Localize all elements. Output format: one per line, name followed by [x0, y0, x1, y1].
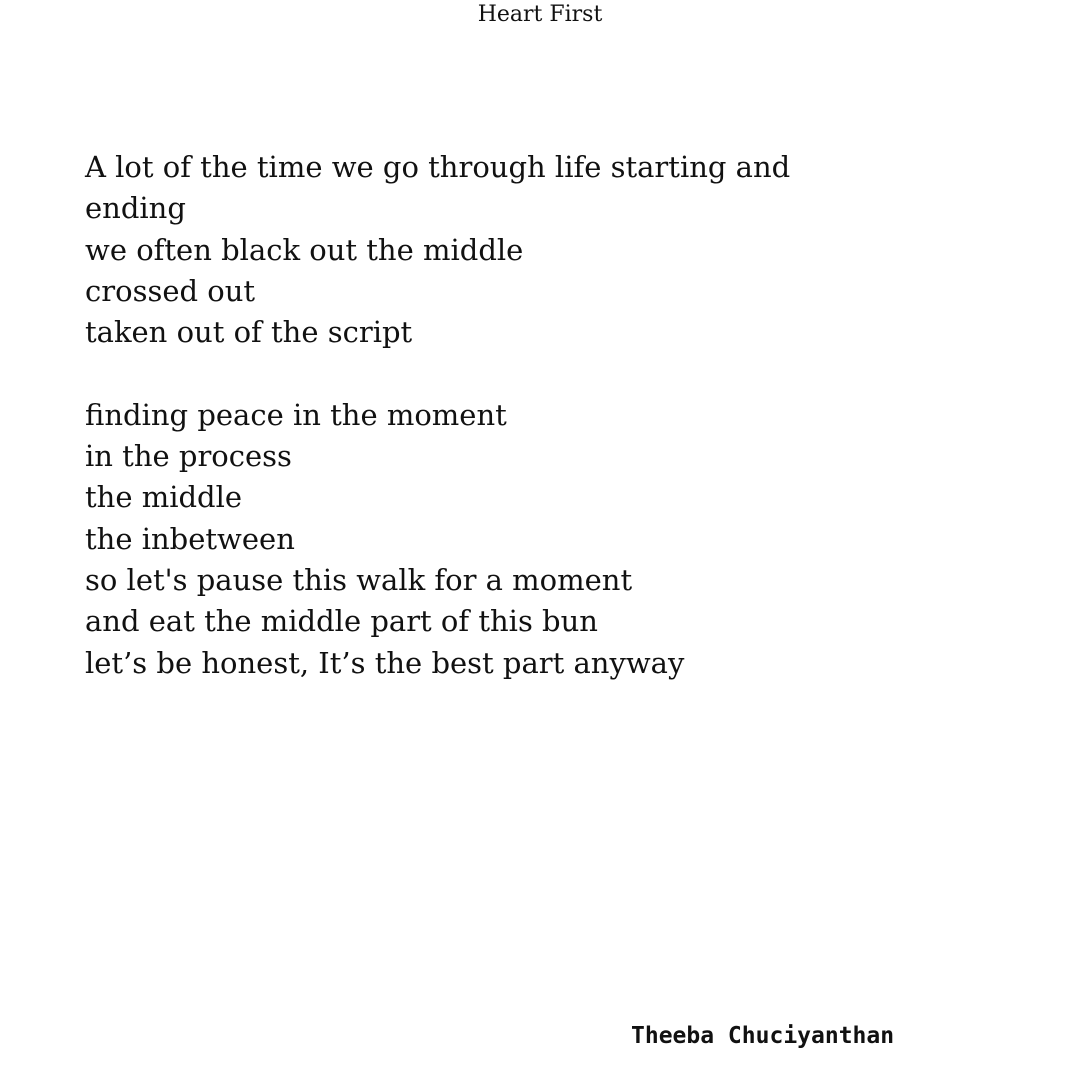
poem-line: A lot of the time we go through life starting and: [85, 150, 791, 184]
author-signature: Theeba Chuciyanthan: [631, 1023, 895, 1049]
poem-line: so let's pause this walk for a moment: [85, 562, 633, 597]
poem-line: and eat the middle part of this bun: [85, 604, 598, 639]
poem-line: crossed out: [85, 273, 256, 308]
poem-line: let’s be honest, It’s the best part anyway: [85, 645, 685, 680]
poem-line: finding peace in the moment: [85, 397, 507, 432]
poem-line: ending: [85, 191, 186, 226]
poem-line: we often black out the middle: [85, 232, 524, 267]
poem-line: in the process: [85, 439, 292, 474]
poem-stanza-1: [85, 147, 1045, 353]
poem-line: taken out of the script: [85, 315, 413, 350]
poem-title: Heart First: [477, 2, 603, 27]
poem-line: the middle: [85, 480, 243, 515]
poem-line: the inbetween: [85, 521, 295, 556]
poem-body: [85, 147, 1045, 684]
poem-stanza-2: [85, 395, 1045, 684]
